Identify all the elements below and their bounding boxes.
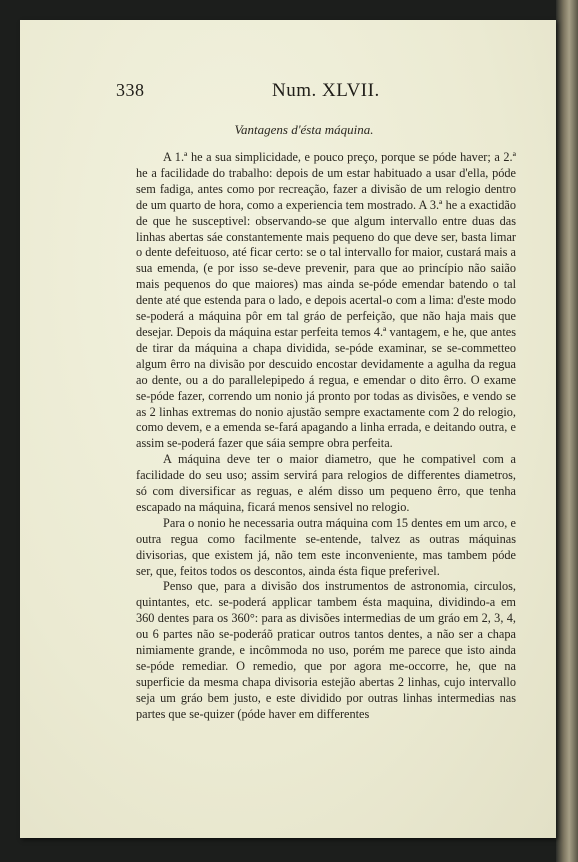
page-number: 338 [116,80,145,100]
paragraph: A 1.ª he a sua simplicidade, e pouco preço, porque se póde haver; a 2.ª he a facilidade do trabalho: depois de um estar habituado a usar d'ella, póde sem fadiga, antes como por recreação, fazer a divisão de um relogio dentro de um quarto de hora, como a experiencia tem mostrado. A 3.ª he a exactidão de que he susceptivel: observando-se que algum intervallo entre duas das linhas abertas sáe constantemente mais pequeno do que deve ser, basta limar o dente defeituoso, até ficar certo: se o tal intervallo for maior, custará mais a sua emenda, (e por isso se-deve prevenir, para que ao princípio não saião mais pequenos do que maiores) mas ainda se-póde emendar batendo o tal dente até que estenda para o lado, e depois acertal-o com a lima: d'este modo se-poderá a máquina pôr em tal gráo de perfeição, que não haja mais que desejar. Depois da máquina estar perfeita temos 4.ª vantagem, e he, que antes de tirar da máquina a chapa dividida, se-póde examinar, se se-commetteo algum êrro na divisão por descuido encostar devidamente a agulha da regua ao dente, ou a do parallelepipedo á regua, e emendar o dito êrro. O exame se-póde fazer, correndo um nonio já pronto por todas as divisões, e vendo se as 2 linhas extremas do nonio ajustão sempre exactamente com 2 do relogio, como devem, e a emenda se-fará apagando a linha errada, e deitando outra, e assim se-poderá fazer que sáia sempre obra perfeita. [136,150,516,451]
section-title: Vantagens d'ésta máquina. [234,122,374,137]
page-header [116,80,496,104]
body-text [136,150,516,723]
paragraph: A máquina deve ter o maior diametro, que he compativel com a facilidade do seu uso; assim servirá para relogios de differentes diametros, só com diversificar as reguas, e além disso um pequeno êrro, que tenha escapado na máquina, ficará menos sensivel no relogio. [136,452,516,514]
number-title: Num. XLVII. [272,80,380,101]
paragraph: Penso que, para a divisão dos instrumentos de astronomia, circulos, quintantes, etc. se-poderá applicar tambem ésta maquina, dividindo-a em 360 dentes para os 360°: para as divisões intermedias de um gráo em 2, 3, 4, ou 6 partes não se-poderáõ praticar outros tantos dentes, a não ser a chapa nimiamente grande, e incômmoda no uso, porém me parece que isto ainda se-póde remediar. O remedio, que por agora me-occorre, he, que na superficie da mesma chapa divisoria estejão abertas 2 linhas, cujo intervallo seja um gráo bem justo, e este dividido por outras linhas intermedias nas partes que se-quizer (póde haver em differentes [136,579,516,721]
paragraph: Para o nonio he necessaria outra máquina com 15 dentes em um arco, e outra regua como facilmente se-entende, talvez as outras máquinas divisorias, que existem já, não tem este inconveniente, mas tambem póde ser, que, feitos todos os descontos, ainda ésta fique preferivel. [136,515,516,578]
